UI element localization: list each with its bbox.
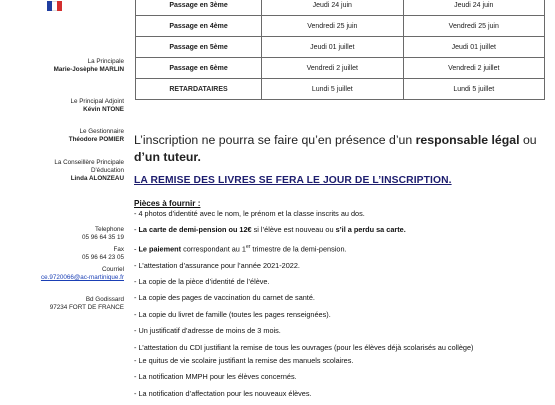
item-text: - xyxy=(134,225,139,235)
staff-title-2: D'éducation xyxy=(90,167,124,174)
staff-title: Le Gestionnaire xyxy=(79,128,124,135)
item-text: - Le quitus de vie scolaire justifiant la remise des manuels scolaires. xyxy=(134,355,354,365)
notice-text: ou xyxy=(519,133,537,147)
date-cell: Vendredi 25 juin xyxy=(262,16,403,37)
date-cell: Vendredi 2 juillet xyxy=(262,58,403,79)
item-emphasis: s’il a perdu sa carte. xyxy=(335,225,406,235)
staff-title: La Principale xyxy=(87,58,124,65)
presence-notice xyxy=(134,132,549,166)
notice-text: L’inscription ne pourra se faire qu’en présence d’un xyxy=(134,133,416,147)
staff-title: La Conseillère Principale xyxy=(54,159,124,166)
email-link[interactable]: ce.9720066@ac-martinique.fr xyxy=(40,274,124,281)
date-cell: Jeudi 24 juin xyxy=(403,0,544,16)
list-item xyxy=(134,343,544,353)
item-text: - L’attestation d’assurance pour l’année 2021-2022. xyxy=(134,260,300,270)
fax-label: Fax xyxy=(113,246,124,253)
table-row xyxy=(136,37,545,58)
list-item xyxy=(134,261,549,271)
item-text: - xyxy=(134,244,139,254)
notice-emphasis: d’un tuteur. xyxy=(134,150,201,164)
list-item xyxy=(134,209,549,219)
contact-fax xyxy=(0,246,124,262)
date-cell: Vendredi 2 juillet xyxy=(403,58,544,79)
item-text: - La copie de la pièce d’identité de l’élève. xyxy=(134,276,270,286)
staff-deputy xyxy=(0,98,124,114)
address-city: 97234 FORT DE FRANCE xyxy=(49,304,124,311)
books-heading: LA REMISE DES LIVRES SE FERA LE JOUR DE L’INSCRIPTION. xyxy=(134,175,452,186)
date-cell: Lundi 5 juillet xyxy=(262,79,403,100)
item-text: trimestre de la demi-pension. xyxy=(250,244,347,254)
address-street: Bd Godissard xyxy=(85,296,124,303)
item-emphasis: La carte de demi-pension ou 12€ xyxy=(138,225,252,235)
list-item xyxy=(134,326,549,336)
level-cell: RETARDATAIRES xyxy=(136,79,262,100)
contact-email xyxy=(0,266,124,282)
table-row xyxy=(136,16,545,37)
level-cell: Passage en 5ème xyxy=(136,37,262,58)
table-row xyxy=(136,58,545,79)
staff-name: Kévin NTONE xyxy=(83,106,124,113)
fax-number: 05 96 64 23 05 xyxy=(81,254,124,261)
contact-phone xyxy=(0,226,124,242)
phone-label: Telephone xyxy=(94,226,124,233)
item-text: - La copie du livret de famille (toutes les pages renseignées). xyxy=(134,309,331,319)
list-item xyxy=(134,372,549,382)
date-cell: Jeudi 24 juin xyxy=(262,0,403,16)
table-row xyxy=(136,0,545,16)
list-item xyxy=(134,356,549,366)
item-text: - L’attestation du CDI justifiant la remise de tous les ouvrages (pour les élèves déjà scolarisés au collège) xyxy=(134,342,474,352)
letterhead-sidebar xyxy=(0,0,124,400)
list-item xyxy=(134,242,549,254)
item-text: - La notification d’affectation pour les nouveaux élèves. xyxy=(134,388,312,398)
list-item xyxy=(134,277,549,287)
staff-cpe xyxy=(0,159,124,183)
list-item xyxy=(134,389,549,399)
notice-emphasis: responsable légal xyxy=(415,133,520,147)
level-cell: Passage en 6ème xyxy=(136,58,262,79)
flag-red-band xyxy=(57,1,62,11)
phone-number: 05 96 64 35 19 xyxy=(81,234,124,241)
contact-address xyxy=(0,296,124,312)
date-cell: Jeudi 01 juillet xyxy=(403,37,544,58)
list-item xyxy=(134,225,549,235)
item-text: - 4 photos d’identité avec le nom, le prénom et la classe inscrits au dos. xyxy=(134,209,365,218)
item-text: si l’élève est nouveau ou xyxy=(251,225,336,235)
documents-list xyxy=(134,209,549,405)
staff-name: Linda ALONZEAU xyxy=(70,175,124,182)
level-cell: Passage en 3ème xyxy=(136,0,262,16)
date-cell: Jeudi 01 juillet xyxy=(262,37,403,58)
date-cell: Lundi 5 juillet xyxy=(403,79,544,100)
documents-heading: Pièces à fournir : xyxy=(134,199,201,208)
item-text: correspondant au 1 xyxy=(181,244,246,254)
email-label: Courriel xyxy=(101,266,124,273)
date-cell: Vendredi 25 juin xyxy=(403,16,544,37)
list-item xyxy=(134,310,549,320)
item-superscript: er xyxy=(245,243,251,250)
item-text: - Un justificatif d’adresse de moins de 3 mois. xyxy=(134,326,281,336)
item-emphasis: Le paiement xyxy=(138,244,182,254)
staff-name: Marie-Josèphe MARLIN xyxy=(53,66,124,73)
french-flag-icon xyxy=(47,1,62,11)
staff-name: Théodore POMIER xyxy=(68,136,124,143)
list-item xyxy=(134,293,549,303)
level-cell: Passage en 4ème xyxy=(136,16,262,37)
item-text: - La notification MMPH pour les élèves concernés. xyxy=(134,372,297,382)
schedule-table xyxy=(135,0,545,100)
staff-manager xyxy=(0,128,124,144)
staff-principal xyxy=(0,58,124,74)
staff-title: Le Principal Adjoint xyxy=(70,98,124,105)
item-text: - La copie des pages de vaccination du carnet de santé. xyxy=(134,293,315,303)
table-row xyxy=(136,79,545,100)
